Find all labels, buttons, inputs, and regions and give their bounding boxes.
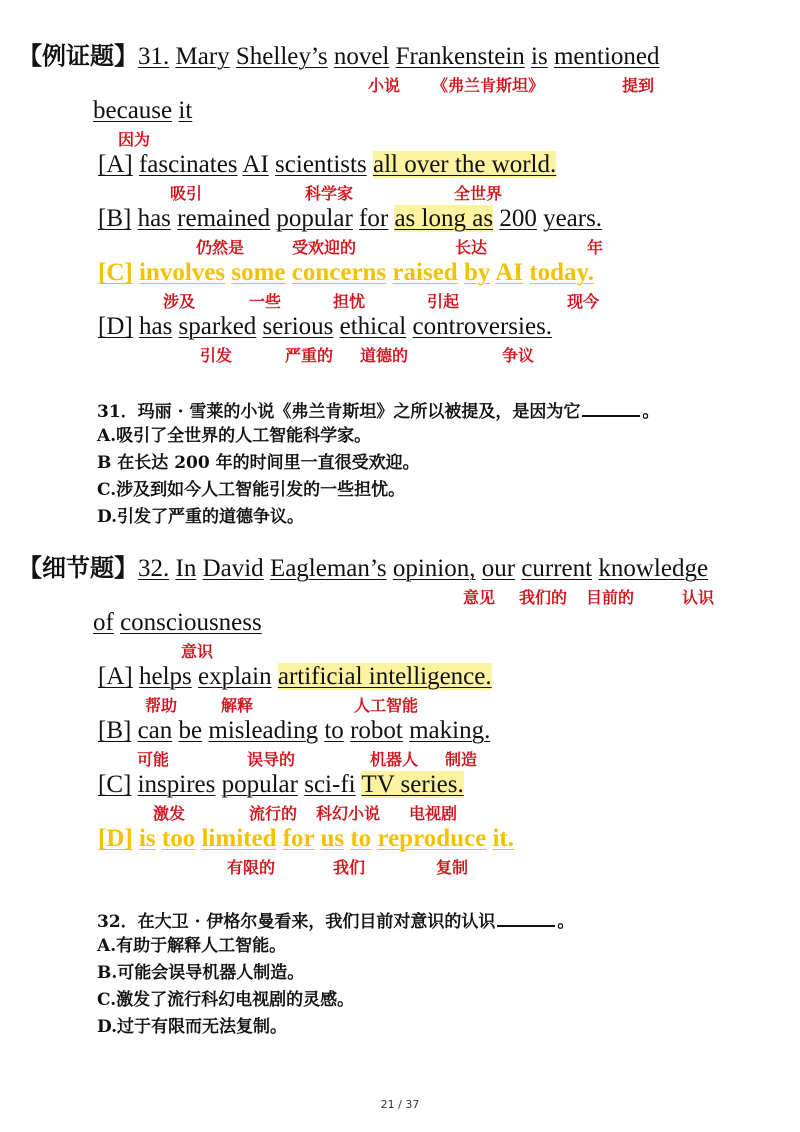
q32-translation-d: D.过于有限而无法复制。 [97,1017,288,1037]
stem-word: Shelley’s [235,43,328,70]
gloss: 吸引 [170,184,203,203]
gloss: 因为 [118,130,151,149]
q32-stem-line2 [93,610,262,635]
translation-text: 。 [642,402,660,422]
option-label: [A] [98,663,133,690]
q31-number: 31. [138,43,170,70]
stem-word: In [175,555,197,582]
option-word: making. [409,717,491,744]
option-word: today. [529,259,594,286]
option-word: serious [262,313,334,340]
option-word: can [137,717,173,744]
highlighted-phrase: TV series. [361,771,464,798]
option-word: us [320,825,345,852]
answer-blank [582,401,640,417]
stem-word: opinion, [392,555,476,582]
option-word: be [178,717,203,744]
option-word: explain [198,663,272,690]
option-word: popular [276,205,353,232]
option-word: inspires [137,771,216,798]
gloss: 引起 [427,292,460,311]
option-word: to [350,825,372,852]
q31-option-a [98,152,556,177]
gloss: 一些 [249,292,282,311]
gloss: 电视剧 [409,804,458,823]
option-word: for [282,825,315,852]
translation-text: 31．玛丽 · 雪莱的小说《弗兰肯斯坦》之所以被提及，是因为它 [97,402,581,422]
q31-translation-b: B 在长达 200 年的时间里一直很受欢迎。 [97,453,420,473]
gloss: 争议 [502,346,535,365]
option-word: to [324,717,344,744]
q31-translation-stem [97,401,659,421]
translation-text: 。 [557,912,575,932]
gloss: 机器人 [370,750,419,769]
highlighted-phrase: all over the world [372,151,550,178]
gloss: 流行的 [249,804,298,823]
q32-option-a [98,664,492,689]
gloss: 科学家 [305,184,354,203]
option-word: it. [492,825,515,852]
gloss: 我们的 [519,588,568,607]
option-label: [A] [98,151,133,178]
gloss: 帮助 [145,696,178,715]
q32-translation-c: C.激发了流行科幻电视剧的灵感。 [97,990,355,1010]
q32-type-tag: 【细节题】 [18,554,138,582]
gloss: 涉及 [163,292,196,311]
gloss: 目前的 [586,588,635,607]
stem-word: Frankenstein [395,43,525,70]
option-word: for [359,205,389,232]
option-word: misleading [208,717,319,744]
option-label: [C] [98,771,132,798]
option-label: [C] [98,259,133,286]
q32-option-d-answer [98,826,514,851]
gloss: 意见 [463,588,496,607]
option-word: has [138,313,173,340]
q32-translation-stem [97,911,574,931]
option-word: involves [138,259,226,286]
gloss: 复制 [436,858,469,877]
gloss: 意识 [181,642,214,661]
option-word: sci-fi [304,771,356,798]
option-word: years. [543,205,603,232]
gloss: 现今 [567,292,600,311]
q32-number: 32. [138,555,170,582]
total-pages: 37 [405,1098,420,1111]
stem-word: Mary [175,43,230,70]
current-page: 21 [380,1098,395,1111]
option-word: scientists [275,151,367,178]
q31-option-b [98,206,602,231]
gloss: 可能 [137,750,170,769]
stem-word: consciousness [120,609,262,636]
option-word: by [463,259,491,286]
translation-text: 32．在大卫 · 伊格尔曼看来，我们目前对意识的认识 [97,912,496,932]
page-separator: / [398,1098,402,1111]
gloss: 激发 [153,804,186,823]
q31-option-d [98,314,552,339]
q31-stem-line1 [18,44,659,69]
option-word: raised [392,259,458,286]
page-number [0,1098,800,1111]
gloss: 年 [587,238,604,257]
gloss: 有限的 [227,858,276,877]
option-word: helps [138,663,192,690]
stem-word: our [481,555,516,582]
option-label: [D] [98,825,133,852]
option-label: [B] [98,205,132,232]
option-word: limited [201,825,277,852]
q32-option-c [98,772,464,797]
q31-stem-line2 [93,98,192,123]
highlighted-phrase: artificial intelligence. [277,663,492,690]
option-word: . [550,151,557,178]
option-word: some [231,259,286,286]
gloss: 小说 [368,76,401,95]
gloss: 科幻小说 [316,804,381,823]
gloss: 长达 [455,238,488,257]
gloss: 制造 [445,750,478,769]
q31-translation-c: C.涉及到如今人工智能引发的一些担忧。 [97,480,406,500]
gloss: 误导的 [247,750,296,769]
gloss: 全世界 [454,184,503,203]
q32-option-b [98,718,490,743]
option-word: has [137,205,171,232]
option-label: [D] [98,313,133,340]
stem-word: current [521,555,593,582]
option-word: robot [350,717,403,744]
option-word: AI [242,151,269,178]
stem-word: Eagleman’s [269,555,387,582]
q32-translation-b: B.可能会误导机器人制造。 [97,963,305,983]
option-word: sparked [178,313,257,340]
gloss: 受欢迎的 [292,238,357,257]
option-label: [B] [98,717,132,744]
option-word: AI [495,259,524,286]
highlighted-phrase: as long as [394,205,494,232]
option-word: reproduce [377,825,487,852]
stem-word: novel [333,43,390,70]
stem-word: knowledge [598,555,709,582]
q31-translation-d: D.引发了严重的道德争议。 [97,507,305,527]
gloss: 道德的 [360,346,409,365]
gloss: 严重的 [285,346,334,365]
stem-word: mentioned [553,43,660,70]
option-word: too [161,825,196,852]
stem-word: because [93,97,173,124]
stem-word: it [178,97,193,124]
stem-word: of [93,609,114,636]
stem-word: is [531,43,548,70]
option-word: concerns [291,259,387,286]
answer-blank [497,911,555,927]
option-word: fascinates [138,151,238,178]
gloss: 担忧 [333,292,366,311]
q31-option-c-answer [98,260,594,285]
option-word: remained [177,205,271,232]
option-word: ethical [339,313,407,340]
option-word: controversies. [412,313,553,340]
gloss: 提到 [622,76,655,95]
q32-stem-line1 [18,556,708,581]
gloss: 引发 [200,346,233,365]
stem-word: David [202,555,264,582]
option-word: popular [221,771,298,798]
gloss: 《弗兰肯斯坦》 [432,76,545,95]
gloss: 人工智能 [354,696,419,715]
gloss: 解释 [221,696,254,715]
option-word: 200 [499,205,537,232]
q32-translation-a: A.有助于解释人工智能。 [97,936,287,956]
gloss: 仍然是 [196,238,245,257]
gloss: 我们 [333,858,366,877]
q31-type-tag: 【例证题】 [18,42,138,70]
gloss: 认识 [682,588,715,607]
q31-translation-a: A.吸引了全世界的人工智能科学家。 [97,426,372,446]
option-word: is [138,825,156,852]
